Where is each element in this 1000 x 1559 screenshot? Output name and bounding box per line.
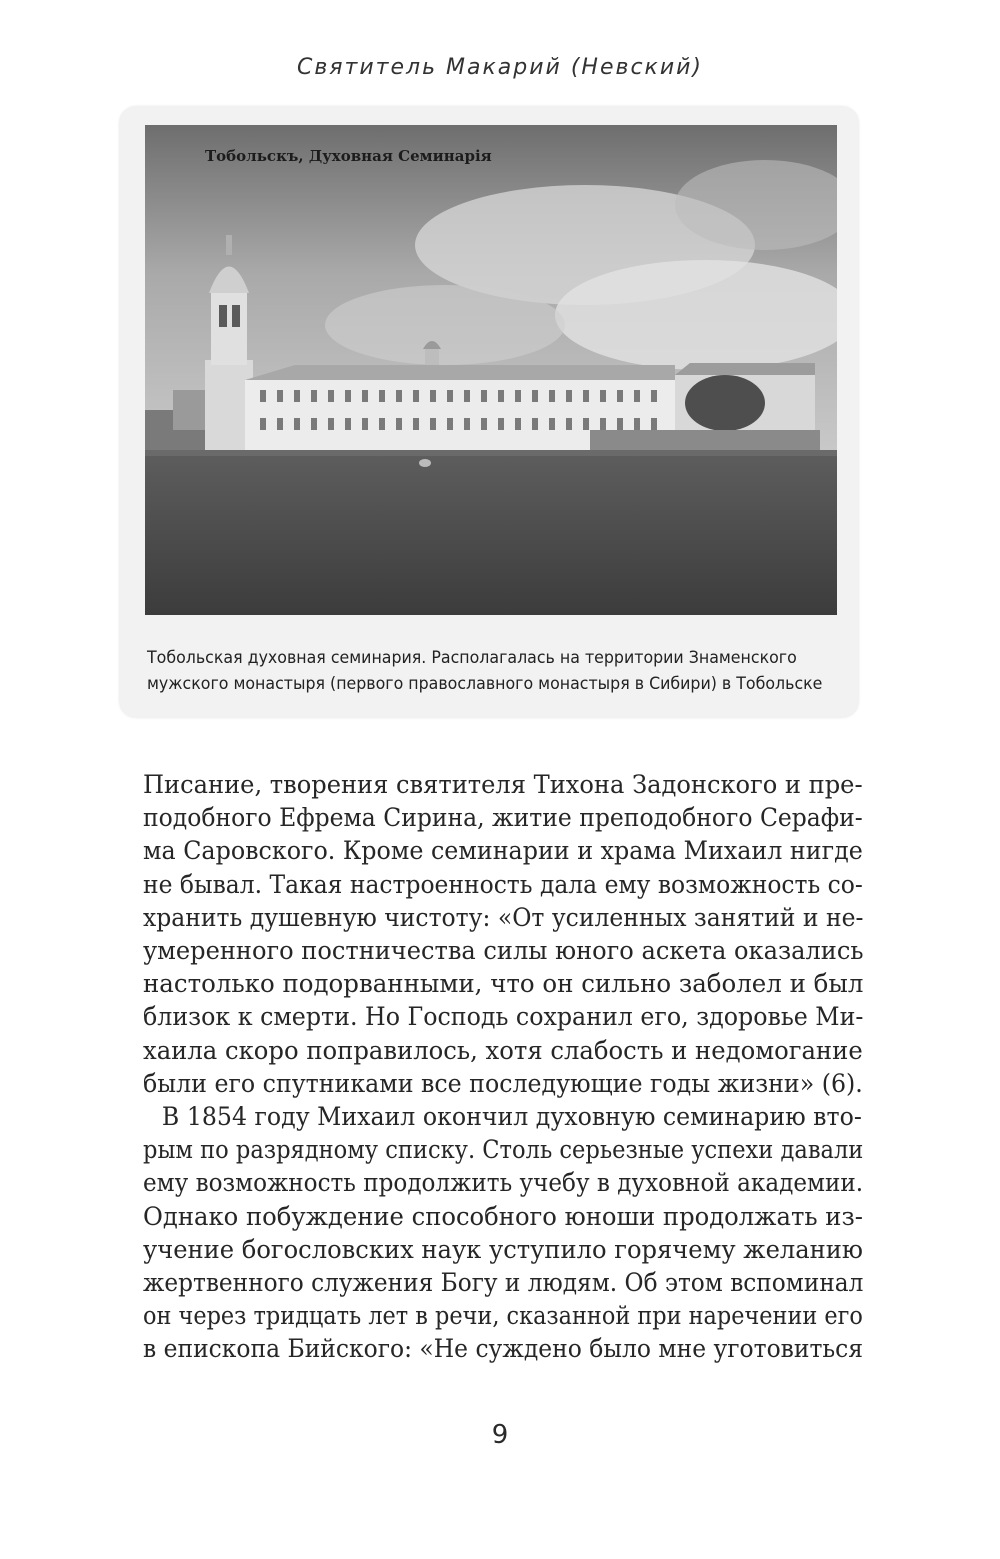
text-line: настолько подорванными, что он сильно заболел и был xyxy=(143,969,864,999)
text-line: В 1854 году Михаил окончил духовную семинарию вто- xyxy=(161,1102,862,1132)
text-line: не бывал. Такая настроенность дала ему возможность со- xyxy=(143,869,863,899)
text-line: ма Саровского. Кроме семинарии и храма Михаил нигде xyxy=(143,836,863,866)
text-line: близок к смерти. Но Господь сохранил его, здоровье Ми- xyxy=(143,1002,864,1032)
text-line: ему возможность продолжить учебу в духовной академии. xyxy=(143,1168,864,1198)
text-line: он через тридцать лет в речи, сказанной при наречении его xyxy=(143,1301,863,1331)
text-line: были его спутниками все последующие годы жизни» (6). xyxy=(143,1068,863,1098)
text-line: подобного Ефрема Сирина, житие преподобного Серафи- xyxy=(143,803,863,833)
figure-caption xyxy=(147,645,823,697)
text-line: хаила скоро поправилось, хотя слабость и недомогание xyxy=(143,1035,863,1065)
text-line: в епископа Бийского: «Не суждено было мне уготовиться xyxy=(143,1334,864,1364)
seminary-photo xyxy=(145,125,837,615)
text-line: учение богословских наук уступило горячему желанию xyxy=(143,1234,863,1264)
text-line: Однако побуждение способного юноши продолжать из- xyxy=(143,1201,863,1231)
seminary-photo-illustration xyxy=(145,125,837,615)
page-number: 9 xyxy=(491,1420,509,1450)
caption-line: мужского монастыря (первого православного монастыря в Сибири) в Тобольске xyxy=(147,674,823,694)
text-line: умеренного постничества силы юного аскета оказались xyxy=(143,936,864,966)
text-line: жертвенного служения Богу и людям. Об этом вспоминал xyxy=(143,1268,864,1298)
photo-title: Тобольскъ, Духовная Семинарія xyxy=(205,147,492,165)
text-line: Писание, творения святителя Тихона Задонского и пре- xyxy=(143,770,863,799)
body-text xyxy=(143,768,863,1366)
running-header: Святитель Макарий (Невский) xyxy=(296,55,704,80)
text-line: хранить душевную чистоту: «От усиленных занятий и не- xyxy=(143,902,864,932)
text-line: рым по разрядному списку. Столь серьезные успехи давали xyxy=(143,1135,864,1165)
caption-line: Тобольская духовная семинария. Располагалась на территории Знаменского xyxy=(147,648,797,668)
